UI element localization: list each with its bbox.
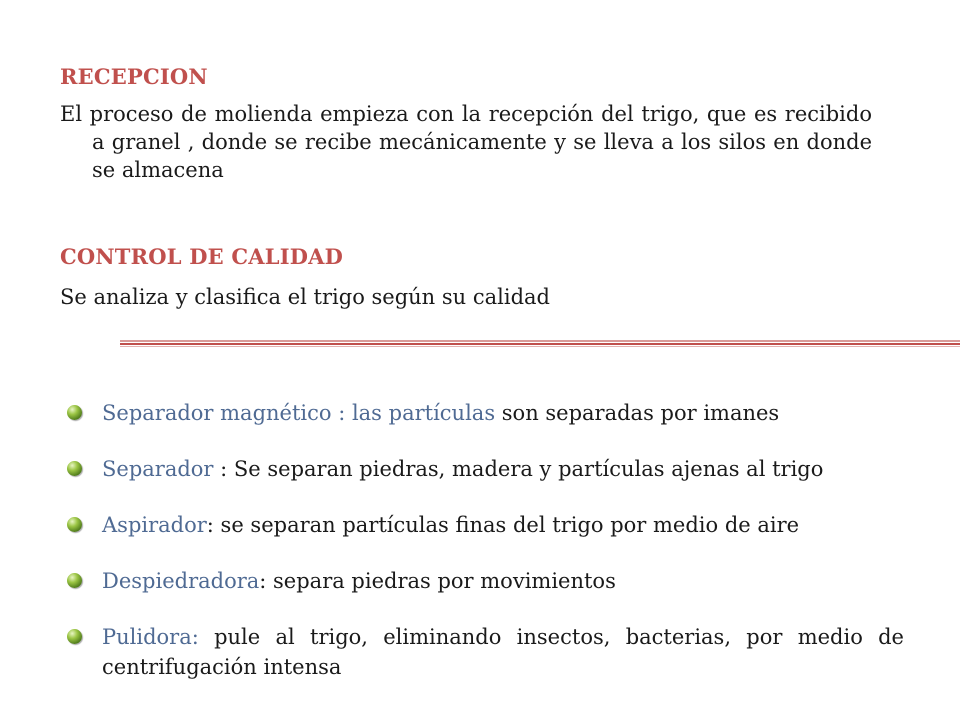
list-item xyxy=(64,566,904,596)
green-bullet-icon xyxy=(67,461,82,476)
bullet-text: : se separan partículas finas del trigo por medio de aire xyxy=(206,513,800,537)
recepcion-paragraph: El proceso de molienda empieza con la recepción del trigo, que es recibido a granel , donde se recibe mecánicamente y se lleva a los silos en donde se almacena xyxy=(60,102,872,182)
bullet-term: Pulidora: xyxy=(102,625,199,649)
control-calidad-paragraph: Se analiza y clasifica el trigo según su calidad xyxy=(60,285,550,309)
bullet-text: : Se separan piedras, madera y partículas ajenas al trigo xyxy=(220,457,824,481)
bullet-text: pule al trigo, eliminando insectos, bacterias, por medio de centrifugación intensa xyxy=(102,625,904,679)
bullet-term: Aspirador xyxy=(102,513,207,537)
divider-line-bottom xyxy=(120,346,960,347)
recepcion-heading: RECEPCION xyxy=(60,64,208,89)
list-item xyxy=(64,510,904,540)
green-bullet-icon xyxy=(67,405,82,420)
bullet-text: son separadas por imanes xyxy=(495,401,780,425)
divider-line-middle xyxy=(120,343,960,345)
bullet-text: : separa piedras por movimientos xyxy=(259,569,616,593)
green-bullet-icon xyxy=(67,517,82,532)
bullet-term: Despiedradora xyxy=(102,569,260,593)
section-divider xyxy=(120,340,960,348)
divider-line-top xyxy=(120,340,960,342)
list-item xyxy=(64,622,904,682)
bullet-term: Separador magnético : las partículas xyxy=(102,401,496,425)
control-calidad-heading: CONTROL DE CALIDAD xyxy=(60,244,344,269)
list-item xyxy=(64,398,904,428)
green-bullet-icon xyxy=(67,629,82,644)
list-item xyxy=(64,454,904,484)
process-bullet-list xyxy=(64,398,904,708)
bullet-term: Separador xyxy=(102,457,221,481)
green-bullet-icon xyxy=(67,573,82,588)
